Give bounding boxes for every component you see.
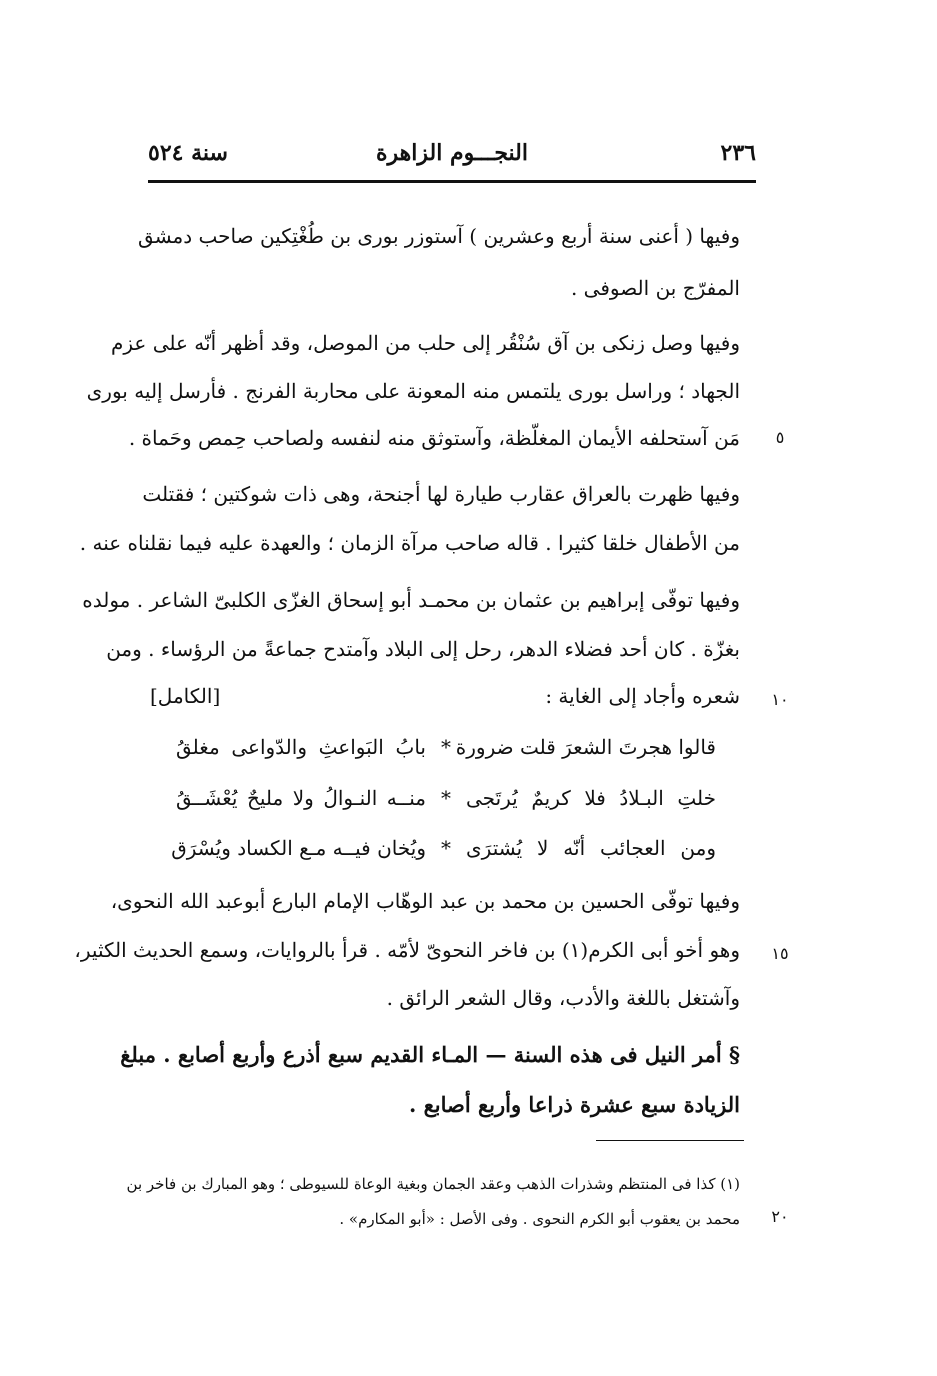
footnote-line: (١) كذا فى المنتظم وشذرات الذهب وعقد الجمان وبغية الوعاة للسيوطى ؛ وهو المبارك بن فاخر بن <box>126 1175 740 1193</box>
footnote-line: محمد بن يعقوب أبو الكرم النحوى . وفى الأصل : «أبو المكارم» . <box>339 1210 740 1228</box>
verse-separator: * <box>441 836 451 860</box>
header-rule <box>148 180 756 183</box>
verse-second-hemistich: ويُخان فيــه مـع الكساد ويُسْرَق <box>171 836 426 860</box>
text-line: وآشتغل باللغة والأدب، وقال الشعر الرائق . <box>386 986 740 1010</box>
footnote-rule <box>596 1140 744 1141</box>
nile-line: § أمر النيل فى هذه السنة — المـاء القديم سبع أذرع وأربع أصابع . مبلغ <box>120 1042 740 1067</box>
line-number: ٥ <box>775 428 785 447</box>
text-line: الجهاد ؛ وراسل بورى يلتمس منه المعونة على محاربة الفرنج . فأرسل إليه بورى <box>86 379 740 403</box>
line-number: ٢٠ <box>771 1207 789 1226</box>
text-line: مَن آستحلفه الأيمان المغلّظة، وآستوثق منه لنفسه ولصاحب حِمص وحَماة . <box>128 426 740 450</box>
verse-second-hemistich: بابُ البَواعثِ والدّواعى مغلقُ <box>176 735 426 759</box>
verse-separator: * <box>441 735 451 759</box>
text-line: وفيها ( أعنى سنة أربع وعشرين ) آستوزر بورى بن طُغْتِكين صاحب دمشق <box>138 224 740 248</box>
text-line: وفيها توفّى إبراهيم بن عثمان بن محمـد أبو إسحاق الغزّى الكلبىّ الشاعر . مولده <box>82 588 740 612</box>
page-number: ٢٣٦ <box>720 140 756 166</box>
text-line: وفيها وصل زنكى بن آق سُنْقُر إلى حلب من الموصل، وقد أظهر أنّه على عزم <box>111 331 740 355</box>
text-line: بغزّة . كان أحد فضلاء الدهر، رحل إلى البلاد وآمتدح جماعةً من الرؤساء . ومن <box>106 637 740 661</box>
line-number: ١٥ <box>771 944 789 963</box>
verse-first-hemistich: قالوا هجرتَ الشعرَ قلت ضرورة <box>455 735 716 759</box>
verse <box>171 831 716 865</box>
verse <box>176 781 716 815</box>
verse-first-hemistich: ومن العجائب أنّه لا يُشترَى <box>466 836 716 860</box>
text-line: المفرّج بن الصوفى . <box>570 276 740 300</box>
text-line: من الأطفال خلقا كثيرا . قاله صاحب مرآة الزمان ؛ والعهدة عليه فيما نقلناه عنه . <box>79 531 740 555</box>
verse-separator: * <box>441 786 451 810</box>
header-year: سنة ٥٢٤ <box>148 140 228 166</box>
poetic-meter: [الكامل] <box>150 684 221 708</box>
verse-first-hemistich: خلتِ البـلادُ فلا كريمٌ يُرتَجى <box>466 786 716 810</box>
running-title: النجـــوم الزاهرة <box>376 140 528 166</box>
text-line: شعره وأجاد إلى الغاية : <box>545 684 740 708</box>
line-number: ١٠ <box>771 690 789 709</box>
text-line: وفيها توفّى الحسين بن محمد بن عبد الوهّاب الإمام البارع أبوعبد الله النحوى، <box>110 889 740 913</box>
text-line: وفيها ظهرت بالعراق عقارب طيارة لها أجنحة، وهى ذات شوكتين ؛ فقتلت <box>142 482 740 506</box>
text-line: وهو أخو أبى الكرم(١) بن فاخر النحوىّ لأمّه . قرأ بالروايات، وسمع الحديث الكثير، <box>74 938 740 962</box>
page-header <box>148 140 756 174</box>
nile-line: الزيادة سبع عشرة ذراعا وأربع أصابع . <box>408 1092 740 1117</box>
verse-second-hemistich: منــه النـوالُ ولا مليحٌ يُعْشَــقُ <box>176 786 426 810</box>
verse <box>176 730 716 764</box>
